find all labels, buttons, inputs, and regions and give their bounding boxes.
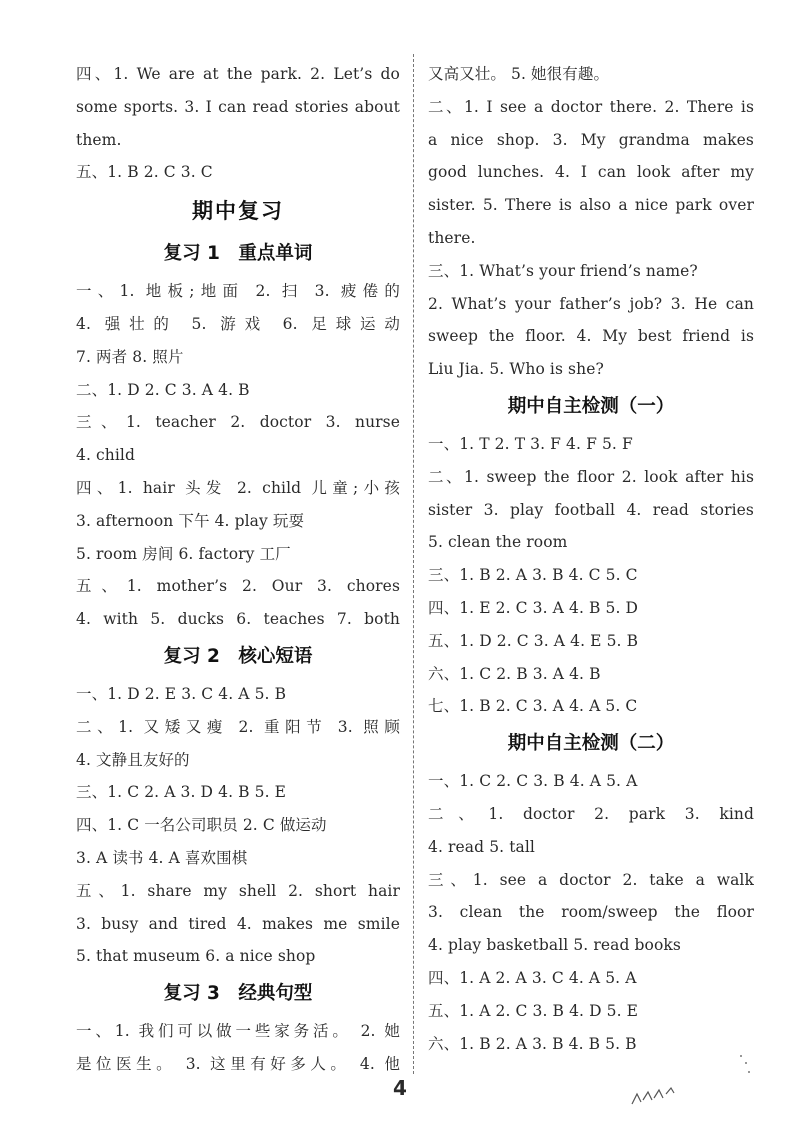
answer-line: 一、1. 我们可以做一些家务活。 2. 她 bbox=[76, 1022, 400, 1041]
answer-line: 三、1. see a doctor 2. take a walk bbox=[428, 870, 754, 889]
review1-answers bbox=[76, 275, 400, 636]
pencil-scribble-icon bbox=[628, 1078, 688, 1108]
answer-line: Liu Jia. 5. Who is she? bbox=[428, 360, 604, 379]
section-title-review1: 复习 1 重点单词 bbox=[163, 243, 313, 265]
answer-line: 又高又壮。 5. 她很有趣。 bbox=[428, 65, 610, 83]
answer-line: 四、1. C 一名公司职员 2. C 做运动 bbox=[76, 816, 327, 835]
answer-line: 5. clean the room bbox=[428, 533, 568, 552]
answer-line: 三、1. B 2. A 3. B 4. C 5. C bbox=[428, 566, 638, 585]
answer-line: 一、1. C 2. C 3. B 4. A 5. A bbox=[428, 772, 638, 791]
answer-line: 4. child bbox=[76, 446, 136, 465]
test1-answers bbox=[428, 428, 754, 723]
answer-line: 四、1. We are at the park. 2. Let’s do bbox=[76, 65, 400, 83]
answer-line: them. bbox=[76, 130, 122, 149]
answer-line: 五、1. mother’s 2. Our 3. chores bbox=[76, 577, 400, 596]
answer-line: 五、1. B 2. C 3. C bbox=[76, 163, 213, 182]
test2-answers bbox=[428, 765, 754, 1060]
answer-line: a nice shop. 3. My grandma makes bbox=[428, 130, 754, 149]
review3-answers bbox=[76, 1015, 400, 1081]
answer-line: 3. clean the room/sweep the floor bbox=[428, 903, 754, 922]
answer-line: 3. A 读书 4. A 喜欢围棋 bbox=[76, 848, 248, 867]
answer-line: 4. play basketball 5. read books bbox=[428, 936, 681, 955]
answer-line: 七、1. B 2. C 3. A 4. A 5. C bbox=[428, 697, 638, 716]
answer-line: 三、1. C 2. A 3. D 4. B 5. E bbox=[76, 783, 287, 802]
answer-line: 一、1. D 2. E 3. C 4. A 5. B bbox=[76, 684, 287, 703]
answer-line: there. bbox=[428, 228, 476, 247]
answer-line: 四、1. hair 头发 2. child 儿童;小孩 bbox=[76, 478, 400, 497]
answer-line: good lunches. 4. I can look after my bbox=[428, 163, 754, 182]
left-column bbox=[76, 58, 400, 1081]
section-title-review3: 复习 3 经典句型 bbox=[163, 983, 313, 1005]
answer-line: sister 3. play football 4. read stories bbox=[428, 500, 754, 519]
answer-line: 5. room 房间 6. factory 工厂 bbox=[76, 544, 291, 563]
answer-line: 是位医生。 3. 这里有好多人。 4. 他 bbox=[76, 1054, 400, 1073]
answer-line: 一、1. T 2. T 3. F 4. F 5. F bbox=[428, 434, 633, 453]
answer-line: 4. read 5. tall bbox=[428, 837, 535, 856]
page-number: 4 bbox=[393, 1076, 407, 1100]
right-answer-block bbox=[428, 58, 754, 386]
answer-line: 三、1. What’s your friend’s name? bbox=[428, 261, 698, 280]
right-column bbox=[428, 58, 754, 1060]
answer-line: 4. with 5. ducks 6. teaches 7. both bbox=[76, 610, 400, 629]
answer-line: 3. afternoon 下午 4. play 玩耍 bbox=[76, 511, 305, 530]
answer-line: 2. What’s your father’s job? 3. He can bbox=[428, 294, 754, 313]
section-title-review2: 复习 2 核心短语 bbox=[163, 645, 313, 667]
answer-line: 一、1. 地板;地面 2. 扫 3. 疲倦的 bbox=[76, 282, 400, 301]
answer-line: 二、1. I see a doctor there. 2. There is bbox=[428, 97, 754, 116]
section-title-test2: 期中自主检测（二） bbox=[507, 733, 675, 755]
answer-line: 四、1. E 2. C 3. A 4. B 5. D bbox=[428, 598, 639, 617]
left-answer-block bbox=[76, 58, 400, 189]
answer-line: 四、1. A 2. A 3. C 4. A 5. A bbox=[428, 968, 637, 987]
answer-line: 二、1. 又矮又瘦 2. 重阳节 3. 照顾 bbox=[76, 717, 400, 736]
answer-line: 六、1. C 2. B 3. A 4. B bbox=[428, 664, 601, 683]
answer-line: 五、1. share my shell 2. short hair bbox=[76, 881, 400, 900]
answer-line: some sports. 3. I can read stories about bbox=[76, 97, 400, 116]
answer-line: sweep the floor. 4. My best friend is bbox=[428, 327, 754, 346]
answer-line: 五、1. A 2. C 3. B 4. D 5. E bbox=[428, 1001, 639, 1020]
answer-line: 六、1. B 2. A 3. B 4. B 5. B bbox=[428, 1034, 637, 1053]
column-divider bbox=[413, 54, 414, 1074]
review2-answers bbox=[76, 678, 400, 973]
answer-line: 7. 两者 8. 照片 bbox=[76, 347, 184, 366]
answer-line: 二、1. doctor 2. park 3. kind bbox=[428, 804, 754, 823]
answer-line: 五、1. D 2. C 3. A 4. E 5. B bbox=[428, 631, 639, 650]
answer-line: 二、1. sweep the floor 2. look after his bbox=[428, 467, 754, 486]
answer-line: 5. that museum 6. a nice shop bbox=[76, 947, 316, 966]
section-title-test1: 期中自主检测（一） bbox=[507, 395, 675, 417]
answer-line: 4. 强壮的 5. 游戏 6. 足球运动 bbox=[76, 314, 400, 333]
answer-line: 二、1. D 2. C 3. A 4. B bbox=[76, 380, 250, 399]
answer-line: 三、1. teacher 2. doctor 3. nurse bbox=[76, 413, 400, 432]
answer-line: sister. 5. There is also a nice park over bbox=[428, 196, 754, 215]
answer-line: 4. 文静且友好的 bbox=[76, 750, 190, 769]
answer-line: 3. busy and tired 4. makes me smile bbox=[76, 914, 400, 933]
pencil-dots-icon bbox=[735, 1050, 755, 1080]
section-title-midterm-review: 期中复习 bbox=[192, 199, 284, 224]
